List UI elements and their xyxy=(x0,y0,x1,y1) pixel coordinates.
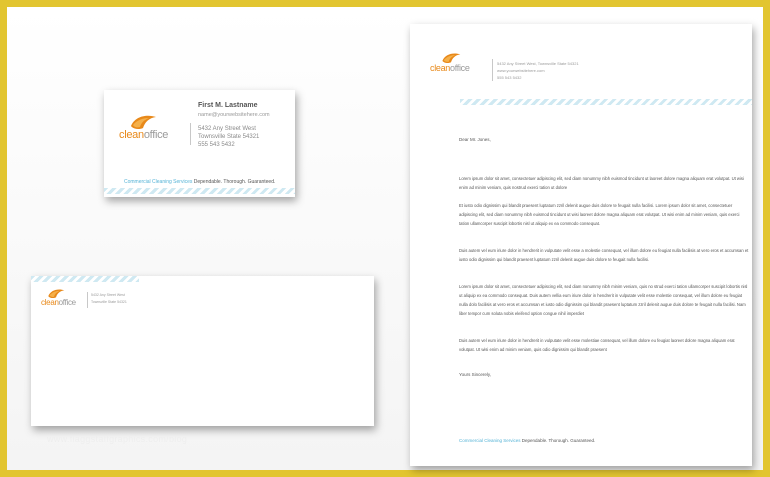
card-logo xyxy=(119,114,189,146)
address-line-2: Townsville State 54321 xyxy=(198,134,260,140)
footer-motto: Dependable. Thorough. Guaranteed. xyxy=(521,438,596,443)
stripe-band xyxy=(104,188,295,194)
water-drop-logo-icon xyxy=(129,114,157,130)
letterhead-website: www.yourwebsitehere.com xyxy=(497,68,545,73)
address-line-2: Townsville State 54321 xyxy=(91,300,127,304)
divider xyxy=(87,292,88,308)
phone-number: 555 543 5432 xyxy=(198,142,235,148)
letterhead-logo xyxy=(430,52,490,82)
logo-word-clean: clean xyxy=(119,129,144,141)
stripe-band xyxy=(460,99,752,105)
logo-word-clean: clean xyxy=(430,63,451,73)
letter-paragraph: Duis autem vel eum iriure dolor in hendrerit in vulputate velit esse a molestie consequat, vel illum dolore eu feugiat nulla facilisis at vero eros et accumsan et iusto odio dignissim qui blandit praesent luptatum zzril delenit augue duis dolore te feugait nulla facilisi. xyxy=(459,248,749,262)
logo-wordmark xyxy=(430,63,470,73)
logo-word-office: office xyxy=(450,63,470,73)
address-line-1: 5432 Any Street West xyxy=(198,126,256,132)
envelope-logo xyxy=(41,288,91,312)
watermark: www.flaggstaffgraphics.com/blog xyxy=(47,434,188,444)
envelope xyxy=(31,276,374,426)
letter-closing: Yours Sincerely, xyxy=(459,372,492,377)
letterhead-phone: 555 543 5432 xyxy=(497,75,522,80)
letterhead-address: 5432 Any Street West, Townsville State 54321 xyxy=(497,61,579,66)
letter-footer xyxy=(459,438,595,443)
stripe-band xyxy=(31,276,139,282)
tagline-service: Commercial Cleaning Services xyxy=(124,179,193,185)
logo-wordmark xyxy=(41,298,76,307)
letter-paragraph: Et iusto odio dignissim qui blandit praesent luptatum zzril delenit augue duis dolore te feugait nulla facilisi. Lorem ipsum dolor sit amet, consectetuer adipiscing elit, sed diam nonummy nibh euismod tincidunt ut wisi laoreet dolore magna aliquam erat volutpat. Ut wisi enim ad minim veniam, quis exerci tation ullamcorper suscipit lobortis nisl ut aliquip ex ea commodo consequat. xyxy=(459,203,740,226)
letterhead xyxy=(410,24,752,466)
tagline-motto: Dependable. Thorough. Guaranteed. xyxy=(193,179,276,185)
footer-service: Commercial Cleaning Services xyxy=(459,438,521,443)
letter-greeting: Dear Mr. Jones, xyxy=(459,137,491,142)
divider xyxy=(492,59,493,81)
template-canvas xyxy=(7,7,763,470)
business-card xyxy=(104,90,295,197)
letter-paragraph: Duis autem vel eum iriure dolor in hendrerit in vulputate velit esse molestiae consequat, vel illum dolore eu feugiat laoreet dolore magna aliquam erat volutpat. Ut wisi enim ad minim veniam, quis odio dignissim qui blandit praesent xyxy=(459,338,735,352)
contact-email: name@yourwebsitehere.com xyxy=(198,112,270,118)
logo-wordmark xyxy=(119,129,168,141)
divider xyxy=(190,123,191,145)
address-line-1: 5432 Any Street West xyxy=(91,293,125,297)
letter-paragraph: Lorem ipsum dolor sit amet, consectetuer adipiscing elit, sed diam nonummy nibh euismod tincidunt ut laoreet dolore magna aliquam erat volutpat. Ut wisi enim ad minim veniam, quis nostrud exerci tation ut dolore xyxy=(459,176,744,190)
logo-word-clean: clean xyxy=(41,298,59,307)
contact-name: First M. Lastname xyxy=(198,102,258,109)
letter-paragraph: Lorem ipsum dolor sit amet, consectetuer adipiscing elit, sed diam nonummy nibh minim veniam, quis no strud exerci tation ullamcorper suscipit lobortis nisl ut aliquip ex ea commodo consequat. Duis autem vellia eum iriure dolor in hendrerit in vulputate velit esse molestie consequat, vel illum dolore eu feugiat nulla dolo facilisis at vero eros et accumsan et iusto odio dignissim qui blandit praesent luptatum zzril delenit augue duis dolore te feugait nulla facilisi. Nam liber tempor cum soluta nobis eleifend option congue nihil imperdiet xyxy=(459,284,748,316)
card-tagline xyxy=(124,179,275,185)
logo-word-office: office xyxy=(143,129,169,141)
logo-word-office: office xyxy=(58,298,76,307)
